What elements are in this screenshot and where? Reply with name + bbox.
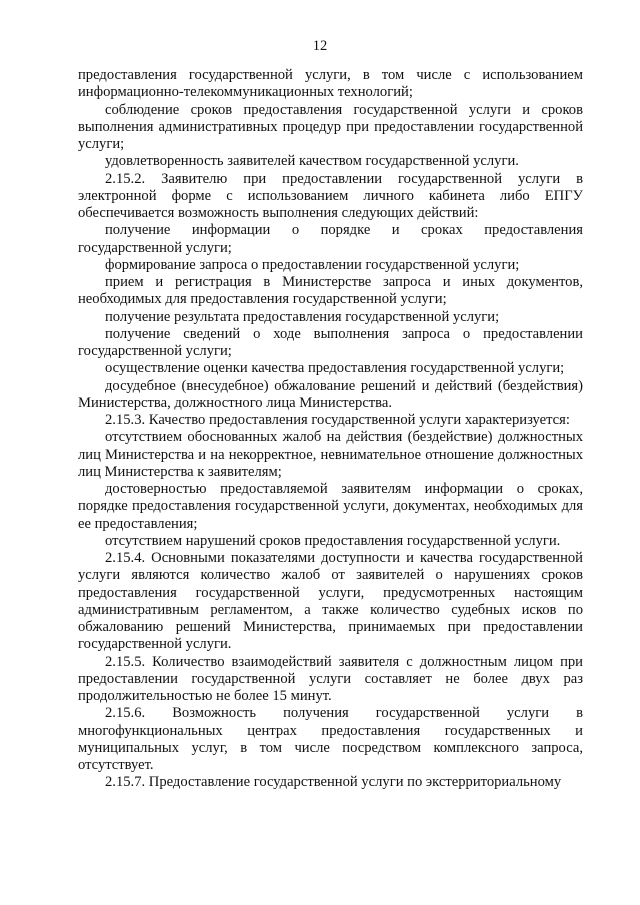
paragraph: получение результата предоставления государственной услуги; <box>105 308 500 325</box>
paragraph: 2.15.7. Предоставление государственной услуги по экстерриториальному <box>105 774 562 791</box>
paragraph: прием и регистрация в Министерстве запроса и иных документов, необходимых для предоставления государственной услуги; <box>78 274 583 308</box>
page-number: 12 <box>312 38 328 54</box>
paragraph: 2.15.6. Возможность получения государственной услуги в многофункциональных центрах предоставления государственных и муниципальных услуг, в том числе посредством комплексного запроса, отсутствует. <box>78 705 583 773</box>
paragraph: 2.15.5. Количество взаимодействий заявителя с должностным лицом при предоставлении государственной услуги составляет не более двух раз продолжительностью не более 15 минут. <box>78 653 583 704</box>
paragraph: достоверностью предоставляемой заявителям информации о сроках, порядке предоставления государственной услуги, документах, необходимых для ее предоставления; <box>78 481 583 532</box>
paragraph: соблюдение сроков предоставления государственной услуги и сроков выполнения административных процедур при предоставлении государственной услуги; <box>78 101 583 152</box>
paragraph: отсутствием обоснованных жалоб на действия (бездействие) должностных лиц Министерства и на некорректное, невнимательное отношение должностных лиц Министерства к заявителям; <box>78 429 583 480</box>
paragraph: 2.15.3. Качество предоставления государственной услуги характеризуется: <box>105 412 570 428</box>
paragraph: получение информации о порядке и сроках предоставления государственной услуги; <box>78 222 583 256</box>
paragraph: получение сведений о ходе выполнения запроса о предоставлении государственной услуги; <box>78 325 583 359</box>
paragraph: формирование запроса о предоставлении государственной услуги; <box>105 256 520 273</box>
document-body <box>78 67 583 792</box>
paragraph: 2.15.4. Основными показателями доступности и качества государственной услуги являются количество жалоб от заявителей о нарушениях сроков предоставления государственной услуги, предусмотренных настоящим административным регламентом, а также количество судебных исков по обжалованию решений Министерства, принимаемых при предоставлении государственной услуги. <box>78 550 583 653</box>
paragraph: предоставления государственной услуги, в том числе с использованием информационно-телекоммуникационных технологий; <box>78 67 583 101</box>
paragraph: досудебное (внесудебное) обжалование решений и действий (бездействия) Министерства, должностного лица Министерства. <box>78 377 583 411</box>
paragraph: 2.15.2. Заявителю при предоставлении государственной услуги в электронной форме с использованием личного кабинета либо ЕПГУ обеспечивается возможность выполнения следующих действий: <box>78 170 583 221</box>
paragraph: удовлетворенность заявителей качеством государственной услуги. <box>105 153 519 170</box>
paragraph: отсутствием нарушений сроков предоставления государственной услуги. <box>105 532 561 549</box>
paragraph: осуществление оценки качества предоставления государственной услуги; <box>105 360 565 377</box>
